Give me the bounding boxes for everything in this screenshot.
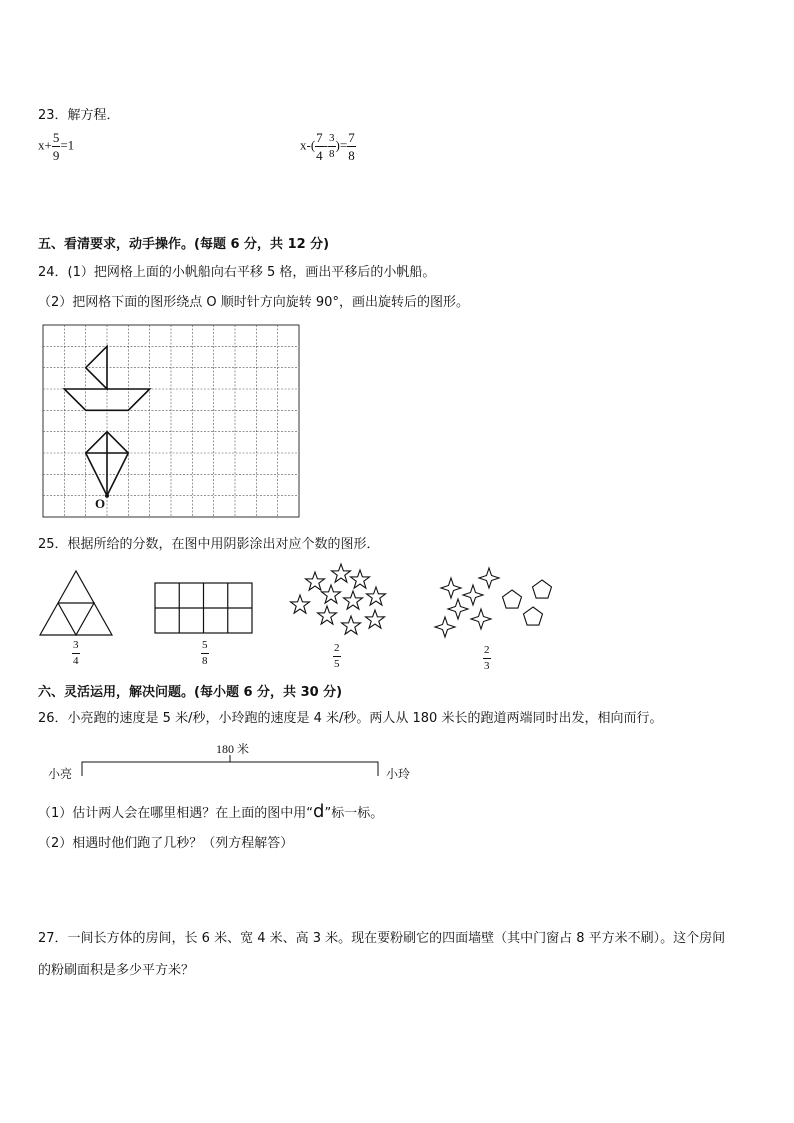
eq2-mid: )= — [335, 137, 348, 153]
fraction-1-numerator: 3 — [72, 640, 80, 654]
fraction-4-denominator: 3 — [484, 660, 490, 672]
eq1-denominator: 9 — [52, 148, 60, 163]
section6-heading: 六、灵活运用，解决问题。(每小题 6 分，共 30 分) — [38, 685, 343, 700]
eq1-numerator: 5 — [52, 130, 60, 145]
eq2-prefix: x-( — [300, 137, 316, 153]
q27-line1: 27．一间长方体的房间，长 6 米、宽 4 米、高 3 米。现在要粉刷它的四面墙壁（其中门窗占 8 平方米不刷）。这个房间 — [38, 931, 726, 946]
eq2-f1-denominator: 4 — [316, 148, 323, 163]
fraction-3-denominator: 5 — [334, 658, 340, 670]
q26-part1-text-after: ”标一标。 — [324, 806, 384, 821]
q26-text: 26．小亮跑的速度是 5 米/秒，小玲跑的速度是 4 米/秒。两人从 180 米长的跑道两端同时出发，相向而行。 — [38, 711, 663, 726]
distance-label: 180 米 — [216, 742, 250, 756]
q23-heading: 23．解方程． — [38, 108, 120, 123]
q25-heading: 25．根据所给的分数，在图中用阴影涂出对应个数的图形． — [38, 537, 380, 552]
q24-part2: （2）把网格下面的图形绕点 O 顺时针方向旋转 90°，画出旋转后的图形。 — [38, 295, 469, 310]
q26-part1-text-before: （1）估计两人会在哪里相遇？在上面的图中用“ — [38, 806, 314, 821]
point-o-label: O — [95, 496, 106, 511]
q24-part1: 24．(1）把网格上面的小帆船向右平移 5 格，画出平移后的小帆船。 — [38, 265, 436, 280]
meet-mark-symbol: d — [313, 801, 325, 822]
eq2-f3-denominator: 8 — [348, 148, 355, 163]
eq2-f1-numerator: 7 — [316, 130, 323, 145]
fraction-2-denominator: 8 — [202, 655, 208, 667]
fraction-3-numerator: 2 — [333, 643, 341, 657]
eq1-prefix: x+ — [38, 137, 52, 153]
fraction-2-numerator: 5 — [201, 640, 209, 654]
left-runner-label: 小亮 — [48, 767, 73, 781]
q26-part2: （2）相遇时他们跑了几秒？（列方程解答） — [38, 836, 294, 851]
eq2-minus: - — [323, 137, 329, 153]
eq1-suffix: =1 — [60, 137, 75, 153]
q27-line2: 的粉刷面积是多少平方米？ — [38, 963, 195, 978]
right-runner-label: 小玲 — [386, 767, 411, 781]
fraction-1-denominator: 4 — [73, 655, 79, 667]
section5-heading: 五、看清要求，动手操作。(每题 6 分，共 12 分) — [38, 237, 330, 252]
eq2-f2-numerator: 3 — [328, 133, 336, 147]
eq2-f3-numerator: 7 — [348, 130, 355, 145]
q26-part1 — [38, 801, 383, 822]
eq2-f2-denominator: 8 — [329, 148, 335, 160]
fraction-4-numerator: 2 — [483, 645, 491, 659]
